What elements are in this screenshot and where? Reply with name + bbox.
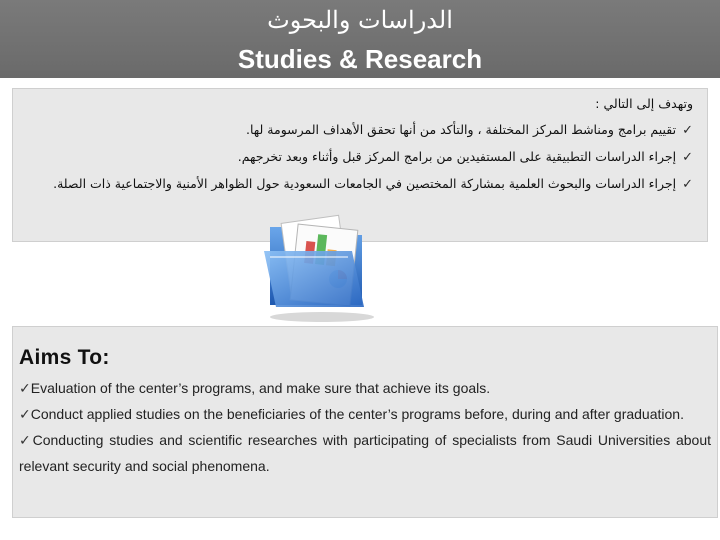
- folder-with-reports-icon: [252, 205, 382, 325]
- check-icon: ✓: [682, 123, 693, 138]
- english-aim-item: [19, 427, 711, 479]
- arabic-aim-text: إجراء الدراسات التطبيقية على المستفيدين من برامج المركز قبل وأثناء وبعد تخرجهم.: [237, 149, 677, 164]
- check-icon: ✓: [19, 380, 31, 396]
- check-icon: ✓: [682, 177, 693, 192]
- english-aims-panel: [12, 326, 718, 518]
- english-aim-text: Evaluation of the center’s programs, and make sure that achieve its goals.: [30, 380, 491, 396]
- english-aim-text: Conducting studies and scientific researches with participating of specialists from Saudi Universities about relevant security and social phenomena.: [19, 432, 711, 474]
- page-title-arabic: الدراسات والبحوث: [267, 6, 453, 34]
- arabic-aims-intro: وتهدف إلى التالي :: [595, 96, 693, 111]
- english-aim-item: [19, 375, 711, 401]
- arabic-aim-item: [29, 171, 693, 198]
- arabic-aim-item: [29, 117, 693, 144]
- english-aim-item: [19, 401, 711, 427]
- arabic-aim-item: [29, 144, 693, 171]
- check-icon: ✓: [19, 406, 31, 422]
- check-icon: ✓: [19, 432, 33, 448]
- english-aim-text: Conduct applied studies on the beneficiaries of the center’s programs before, during and after graduation.: [30, 406, 684, 422]
- check-icon: ✓: [682, 150, 693, 165]
- arabic-aim-text: تقييم برامج ومناشط المركز المختلفة ، والتأكد من أنها تحقق الأهداف المرسومة لها.: [245, 122, 677, 137]
- english-aims-heading: Aims To:: [19, 346, 110, 369]
- page-title-english: Studies & Research: [237, 44, 483, 74]
- title-band: [0, 0, 720, 78]
- arabic-aim-text: إجراء الدراسات والبحوث العلمية بمشاركة المختصين في الجامعات السعودية حول الظواهر الأمنية والاجتماعية ذات الصلة.: [53, 176, 677, 191]
